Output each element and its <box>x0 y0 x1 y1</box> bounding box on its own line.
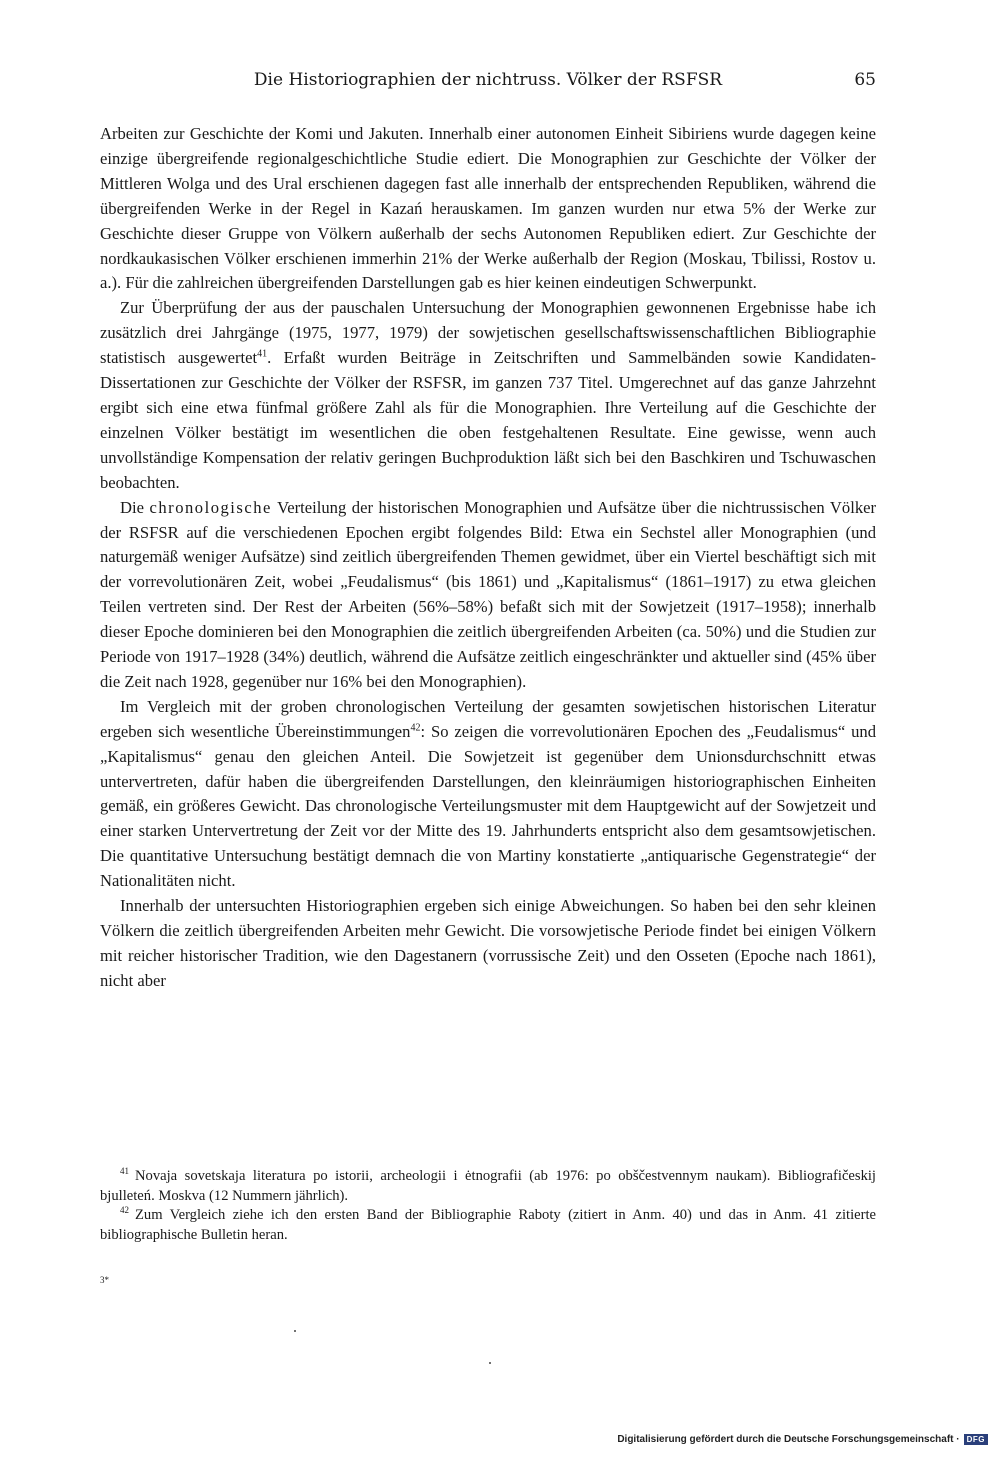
body-paragraph <box>100 296 876 495</box>
paragraph-text: Arbeiten zur Geschichte der Komi und Jakuten. Innerhalb einer autonomen Einheit Sibiriens wurde dagegen keine einzige übergreifende regionalgeschichtliche Studie ediert. Die Monographien zur Geschichte der Völker der Mittleren Wolga und des Ural erschienen dagegen fast alle innerhalb der entsprechenden Republiken, während die übergreifenden Werke in der Regel in Kazań herauskamen. Im ganzen wurden nur etwa 5% der Werke zur Geschichte dieser Gruppe von Völkern außerhalb der sechs Autonomen Republiken ediert. Zur Geschichte der nordkaukasischen Völker erschienen immerhin 21% der Werke außerhalb der Region (Moskau, Tbilissi, Rostov u. a.). Für die zahlreichen übergreifenden Darstellungen gab es hier keinen eindeutigen Schwerpunkt. <box>100 124 876 293</box>
running-header <box>100 70 876 96</box>
footnote-number: 41 <box>120 1166 129 1177</box>
digitization-credit <box>617 1434 988 1445</box>
footnote <box>100 1206 876 1245</box>
paragraph-text: : So zeigen die vorrevolutionären Epochen des „Feudalismus“ und „Kapitalismus“ genau den gleichen Anteil. Die Sowjetzeit ist gegenüber dem Unionsdurchschnitt etwas untervertreten, dafür haben die übergreifenden Darstellungen, den kleinräumigen historiographischen Einheiten gemäß, ein größeres Gewicht. Das chronologische Verteilungsmuster mit dem Hauptgewicht auf der Sowjetzeit und einer starken Untervertretung der Zeit vor der Mitte des 19. Jahrhunderts entspricht also dem gesamtsowjetischen. Die quantitative Untersuchung bestätigt demnach die von Martiny konstatierte „antiquarische Gegenstrategie“ der Nationalitäten nicht. <box>100 721 877 891</box>
credit-text: Digitalisierung gefördert durch die Deutsche Forschungsgemeinschaft · <box>617 1434 960 1445</box>
footnote-number: 42 <box>120 1205 129 1216</box>
paragraph-text: . Erfaßt wurden Beiträge in Zeitschriften und Sammelbänden sowie Kandidaten-Dissertationen zur Geschichte der Völker der RSFSR, im ganzen 737 Titel. Umgerechnet auf das ganze Jahrzehnt ergibt sich eine etwa fünfmal größere Zahl als für die Monographien. Ihre Verteilung auf die Geschichte der einzelnen Völker bestätigt im wesentlichen die oben festgehaltenen Resultate. Eine gewisse, wenn auch unvollständige Kompensation der relativ geringen Buchproduktion läßt sich bei den Baschkiren und Tschuwaschen beobachten. <box>100 348 876 492</box>
footnote-ref: 42 <box>410 722 421 734</box>
paragraph-text: Zur Überprüfung der aus der pauschalen Untersuchung der Monographien gewonnenen Ergebnisse habe ich zusätzlich drei Jahrgänge (1975, 1977, 1979) der sowjetischen gesellschaftswissenschaftlichen Bibliographie statistisch ausgewertet <box>100 298 876 368</box>
body-paragraph <box>100 496 876 695</box>
footnote-text: Novaja sovetskaja literatura po istorii, archeologii i ėtnografii (ab 1976: po obščestvennym naukam). Bibliografičeskij bjulleteń. Moskva (12 Nummern jährlich). <box>100 1168 876 1204</box>
body-paragraph <box>100 695 876 894</box>
body-paragraph <box>100 894 876 994</box>
paragraph-text: Verteilung der historischen Monographien und Aufsätze über die nichtrussischen Völker der RSFSR auf die verschiedenen Epochen ergibt folgendes Bild: Etwa ein Sechstel aller Monographien (und naturgemäß weniger Aufsätze) sind zeitlich übergreifenden Themen gewidmet, über ein Viertel beschäftigt sich mit der vorrevolutionären Zeit, wobei „Feudalismus“ (bis 1861) und „Kapitalismus“ (1861–1917) zu etwa gleichen Teilen vertreten sind. Der Rest der Arbeiten (56%–58%) befaßt sich mit der Sowjetzeit (1917–1958); innerhalb dieser Epoche dominieren bei den Monographien die zeitlich übergreifenden Arbeiten (ca. 50%) und die Studien zur Periode von 1917–1928 (34%) deutlich, während die Aufsätze zeitlich eingeschränkter und aktueller sind (45% über die Zeit nach 1928, gegenüber nur 16% bei den Monographien). <box>100 497 877 691</box>
scan-speck <box>489 1362 491 1364</box>
paragraph-text: Die <box>120 497 150 517</box>
footnote <box>100 1167 876 1206</box>
body-text <box>100 122 876 994</box>
footnotes <box>100 1167 876 1245</box>
emphasized-word: chronologische <box>149 497 272 517</box>
scan-speck <box>294 1330 296 1332</box>
signature-mark: 3* <box>100 1275 109 1285</box>
footnote-text: Zum Vergleich ziehe ich den ersten Band der Bibliographie Raboty (zitiert in Anm. 40) und das in Anm. 41 zitierte bibliographische Bulletin heran. <box>100 1207 876 1243</box>
paragraph-text: Im Vergleich mit der groben chronologischen Verteilung der gesamten sowjetischen historischen Literatur ergeben sich wesentliche Übereinstimmungen <box>100 696 876 741</box>
footnote-ref: 41 <box>257 348 268 360</box>
body-paragraph <box>100 122 876 296</box>
running-title: Die Historiographien der nichtruss. Völker der RSFSR <box>253 70 723 90</box>
page-number: 65 <box>854 70 876 90</box>
paragraph-text: Innerhalb der untersuchten Historiographien ergeben sich einige Abweichungen. So haben bei den sehr kleinen Völkern die zeitlich übergreifenden Arbeiten mehr Gewicht. Die vorsowjetische Periode findet bei einigen Völkern mit reicher historischer Tradition, wie den Dagestanern (vorrussische Zeit) und den Osseten (Epoche nach 1861), nicht aber <box>100 896 876 990</box>
dfg-logo: DFG <box>964 1434 988 1445</box>
